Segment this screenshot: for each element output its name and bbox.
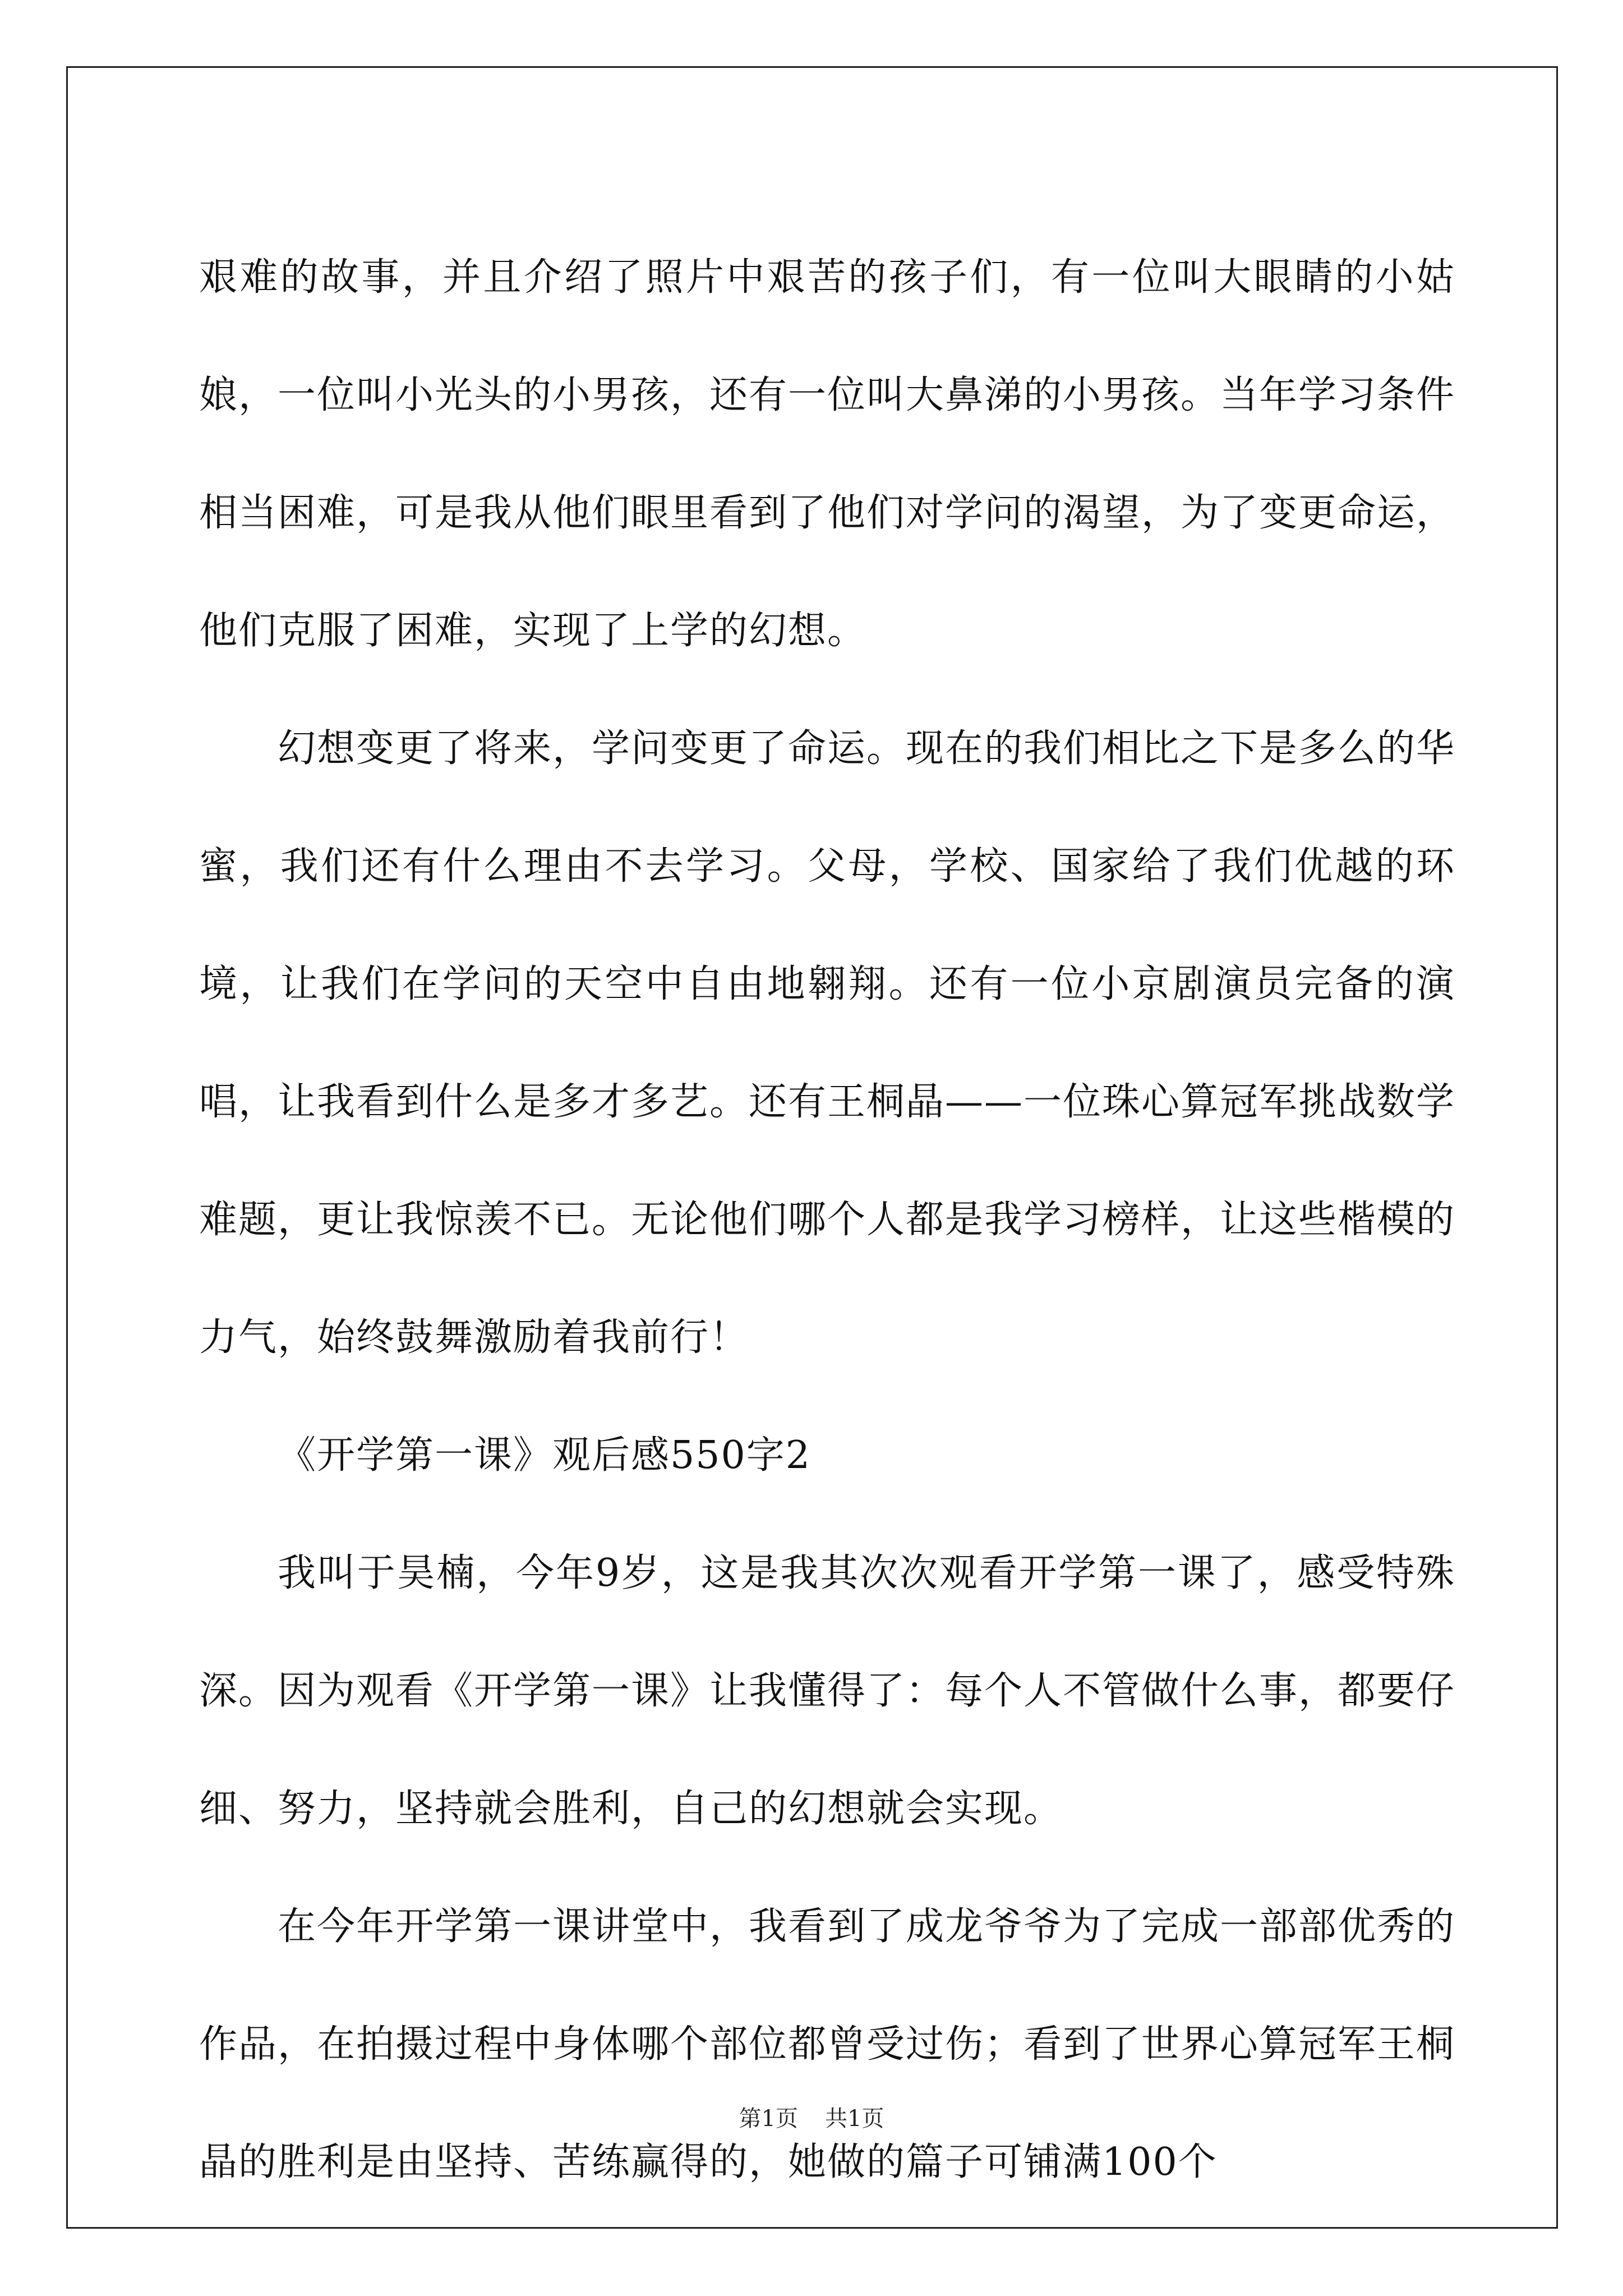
section-heading: 《开学第一课》观后感550字2: [278, 1433, 811, 1478]
paragraph-4: 在今年开学第一课讲堂中，我看到了成龙爷爷为了完成一部部优秀的作品，在拍摄过程中身体哪个部位都曾受过伤；看到了世界心算冠军王桐晶的胜利是由坚持、苦练赢得的，她做的篇子可铺满100个: [199, 1904, 1456, 2184]
page-total: 共1页: [825, 2106, 884, 2132]
paragraph-2: 幻想变更了将来，学问变更了命运。现在的我们相比之下是多么的华蜜，我们还有什么理由不去学习。父母，学校、国家给了我们优越的环境，让我们在学问的天空中自由地翱翔。还有一位小京剧演员完备的演唱，让我看到什么是多才多艺。还有王桐晶——一位珠心算冠军挑战数学难题，更让我惊羡不已。无论他们哪个人都是我学习榜样，让这些楷模的力气，始终鼓舞激励着我前行！: [199, 726, 1456, 1360]
page-footer: [0, 2101, 1623, 2133]
paragraph-1: 艰难的故事，并且介绍了照片中艰苦的孩子们，有一位叫大眼睛的小姑娘，一位叫小光头的小男孩，还有一位叫大鼻涕的小男孩。当年学习条件相当困难，可是我从他们眼里看到了他们对学问的渴望，为了变更命运，他们克服了困难，实现了上学的幻想。: [199, 255, 1456, 653]
document-body: [199, 219, 1455, 2221]
paragraph-3: 我叫于昊楠，今年9岁，这是我其次次观看开学第一课了，感受特殊深。因为观看《开学第一课》让我懂得了：每个人不管做什么事，都要仔细、努力，坚持就会胜利，自己的幻想就会实现。: [199, 1551, 1456, 1831]
page-number: 第1页: [739, 2106, 798, 2132]
